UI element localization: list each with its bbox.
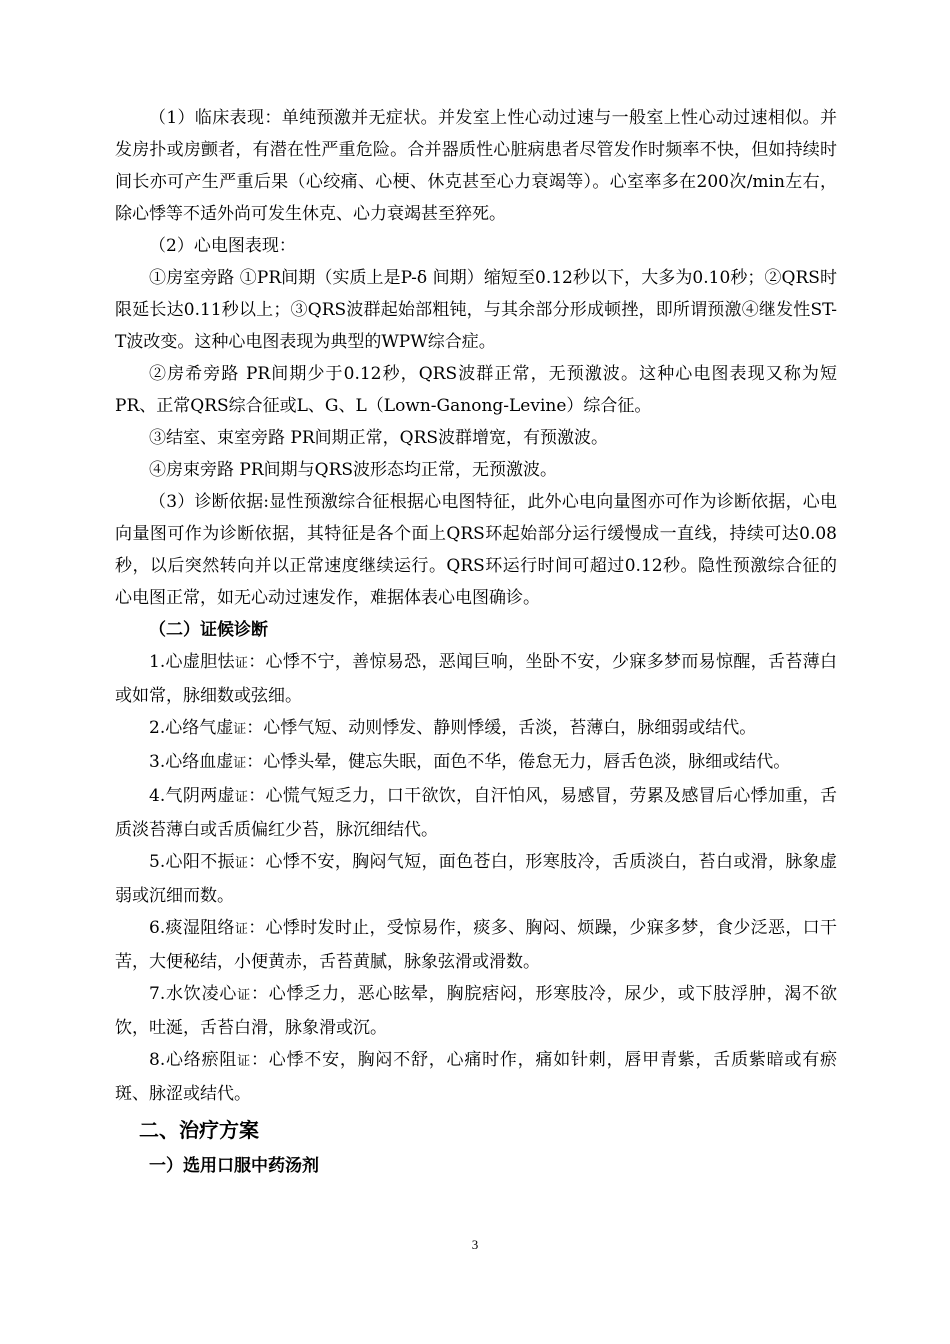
syndrome-item (115, 712, 837, 746)
page-number: 3 (471, 1237, 479, 1252)
syndrome-name: 7.水饮凌心 (149, 984, 238, 1004)
syndrome-text: ：心悸气短、动则悸发、静则悸缓，舌淡，苔薄白，脉细弱或结代。 (246, 718, 757, 738)
syndrome-label: 证 (234, 790, 249, 805)
syndrome-item (115, 746, 837, 780)
syndrome-label: 证 (237, 1054, 251, 1069)
syndrome-name: 4.气阴两虚 (149, 786, 235, 806)
syndrome-name: 6.痰湿阻络 (149, 918, 235, 938)
syndrome-name: 8.心络瘀阻 (149, 1050, 238, 1070)
page-content (115, 102, 837, 1184)
syndrome-label: 证 (234, 856, 249, 871)
syndrome-label: 证 (233, 756, 247, 771)
ecg-item-1: ①房室旁路 ①PR间期（实质上是P-δ 间期）缩短至0.12秒以下，大多为0.10秒；②QRS时限延长达0.11秒以上；③QRS波群起始部粗钝，与其余部分形成顿挫，即所谓预激④继发性ST-T波改变。这种心电图表现为典型的WPW综合症。 (115, 268, 837, 352)
syndrome-heading: （二）证候诊断 (149, 620, 268, 640)
syndrome-label: 证 (237, 988, 251, 1003)
syndrome-text: ：心悸时发时止，受惊易作，痰多、胸闷、烦躁，少寐多梦，食少泛恶，口干苦，大便秘结，小便黄赤，舌苔黄腻，脉象弦滑或滑数。 (115, 918, 837, 972)
syndrome-item (115, 846, 837, 912)
syndrome-text: ：心悸不安，胸闷不舒，心痛时作，痛如针刺，唇甲青紫，舌质紫暗或有瘀斑、脉涩或结代。 (115, 1050, 837, 1104)
syndrome-name: 1.心虚胆怯 (149, 652, 235, 672)
treatment-heading: 二、治疗方案 (139, 1118, 259, 1142)
syndrome-item (115, 912, 837, 978)
clinical-manifestation-paragraph: （1）临床表现：单纯预激并无症状。并发室上性心动过速与一般室上性心动过速相似。并发房扑或房颤者，有潜在性严重危险。合并器质性心脏病患者尽管发作时频率不快，但如持续时间长亦可产生严重后果（心绞痛、心梗、休克甚至心力衰竭等）。心室率多在200次/min左右，除心悸等不适外尚可发生休克、心力衰竭甚至猝死。 (115, 108, 837, 224)
syndrome-item (115, 646, 837, 712)
ecg-item-4: ④房束旁路 PR间期与QRS波形态均正常，无预激波。 (149, 460, 558, 480)
syndrome-text: ：心悸乏力，恶心眩晕，胸脘痞闷，形寒肢冷，尿少，或下肢浮肿，渴不欲饮，吐涎，舌苔白滑，脉象滑或沉。 (115, 984, 837, 1038)
ecg-item-2: ②房希旁路 PR间期少于0.12秒，QRS波群正常，无预激波。这种心电图表现又称为短PR、正常QRS综合征或L、G、L（Lown-Ganong-Levine）综合征。 (115, 364, 837, 416)
treatment-subheading: 一）选用口服中药汤剂 (149, 1156, 319, 1176)
ecg-heading: （2）心电图表现： (149, 236, 296, 256)
syndrome-label: 证 (234, 656, 249, 671)
syndrome-text: ：心悸头晕，健忘失眠，面色不华，倦怠无力，唇舌色淡，脉细或结代。 (246, 752, 791, 772)
syndrome-item (115, 978, 837, 1044)
syndrome-name: 3.心络血虚 (149, 752, 234, 772)
syndrome-text: ：心悸不宁，善惊易恐，恶闻巨响，坐卧不安，少寐多梦而易惊醒，舌苔薄白或如常，脉细数或弦细。 (115, 652, 837, 706)
syndrome-text: ：心慌气短乏力，口干欲饮，自汗怕风，易感冒，劳累及感冒后心悸加重，舌质淡苔薄白或舌质偏红少苔，脉沉细结代。 (115, 786, 837, 840)
syndrome-label: 证 (234, 922, 249, 937)
diagnosis-paragraph: （3）诊断依据:显性预激综合征根据心电图特征，此外心电向量图亦可作为诊断依据，心电向量图可作为诊断依据，其特征是各个面上QRS环起始部分运行缓慢成一直线，持续可达0.08秒，以后突然转向并以正常速度继续运行。QRS环运行时间可超过0.12秒。隐性预激综合征的心电图正常，如无心动过速发作，难据体表心电图确诊。 (115, 492, 837, 608)
syndrome-name: 5.心阳不振 (149, 852, 235, 872)
ecg-item-3: ③结室、束室旁路 PR间期正常，QRS波群增宽，有预激波。 (149, 428, 609, 448)
syndrome-label: 证 (233, 722, 247, 737)
syndrome-name: 2.心络气虚 (149, 718, 234, 738)
syndrome-item (115, 780, 837, 846)
syndrome-item (115, 1044, 837, 1110)
syndrome-text: ：心悸不安，胸闷气短，面色苍白，形寒肢冷，舌质淡白，苔白或滑，脉象虚弱或沉细而数。 (115, 852, 837, 906)
